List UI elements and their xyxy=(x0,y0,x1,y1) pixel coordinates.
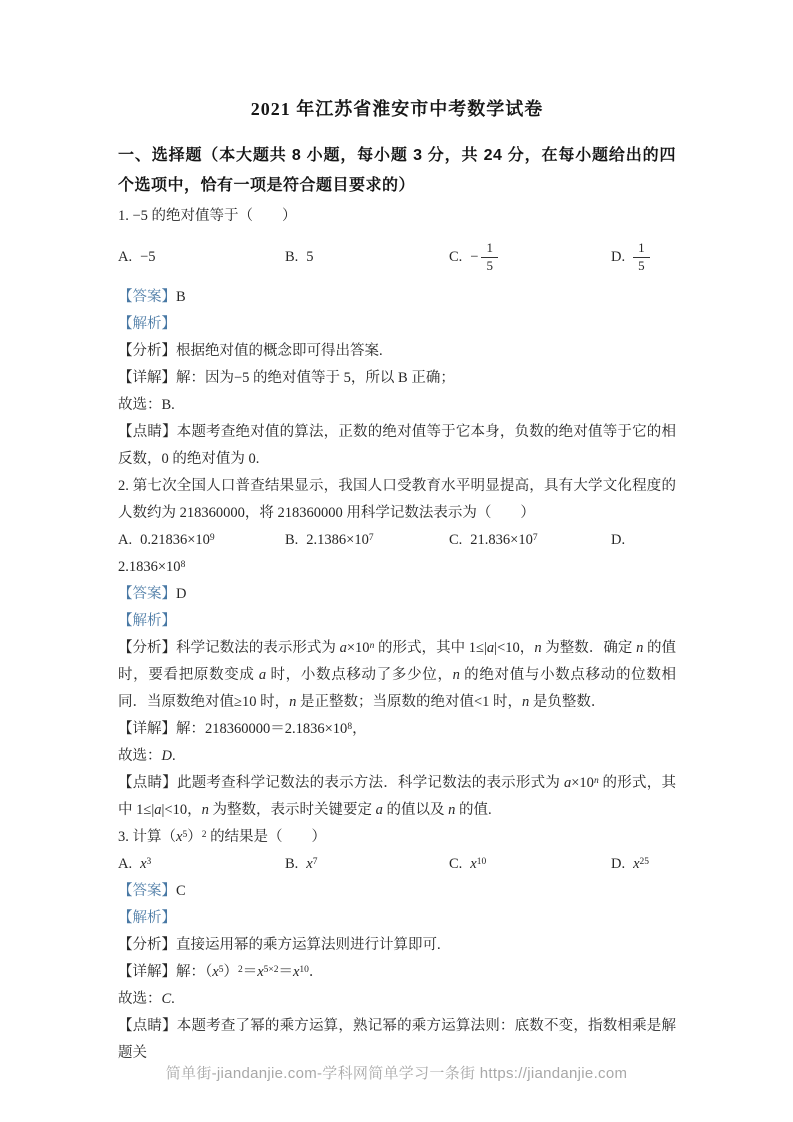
superscript: 8 xyxy=(347,721,353,732)
text-run: 【详解】解：因为−5 的绝对值等于 5，所以 B 正确； xyxy=(118,370,455,386)
text-run: |<10， xyxy=(494,640,535,656)
option-label: B. xyxy=(285,532,299,548)
fraction xyxy=(481,240,498,274)
text-run: n xyxy=(289,694,297,710)
text-run: ， xyxy=(352,721,367,737)
text-run: a xyxy=(339,640,347,656)
text-run: 为整数，表示时关键要定 xyxy=(208,802,376,818)
text-run: 的形式，其中 1≤| xyxy=(118,775,677,818)
option-label: A. xyxy=(118,532,133,548)
option xyxy=(118,527,285,554)
bracket-label: 【解析】 xyxy=(118,316,176,332)
text-run: 0.21836×10 xyxy=(140,532,210,548)
solution-para xyxy=(118,959,676,986)
answer-line xyxy=(118,878,676,905)
analysis-para xyxy=(118,635,676,716)
option xyxy=(285,851,449,878)
text-run: n xyxy=(636,640,644,656)
text-run: x xyxy=(176,829,183,845)
text-run: 21.836×10 xyxy=(470,532,533,548)
fraction-numerator: 1 xyxy=(638,240,645,256)
option-label: C. xyxy=(449,532,463,548)
text-run: 为整数．确定 xyxy=(541,640,637,656)
text-run: D xyxy=(176,586,187,602)
fraction xyxy=(633,240,650,274)
option-label: A. xyxy=(118,856,133,872)
text-run: ） xyxy=(187,829,202,845)
text-run: x xyxy=(140,856,147,872)
text-run: B xyxy=(176,289,186,305)
option-label: A. xyxy=(118,248,133,265)
superscript: n xyxy=(593,775,599,786)
text-run: n xyxy=(522,694,530,710)
option-value xyxy=(140,527,215,554)
text-run: a xyxy=(375,802,383,818)
option xyxy=(449,527,611,554)
option-value xyxy=(140,851,151,878)
superscript: 7 xyxy=(532,532,538,543)
text-run: x xyxy=(306,856,313,872)
question-stem xyxy=(118,473,676,527)
text-run: 是正整数；当原数的绝对值<1 时， xyxy=(296,694,523,710)
option-value xyxy=(633,851,649,878)
superscript: 9 xyxy=(209,532,215,543)
text-run: 的绝对值与小数点移动的位数相同．当原数绝对值≥10 时， xyxy=(118,667,677,710)
text-run: 的结果是（ ） xyxy=(206,829,327,845)
analysis-para xyxy=(118,932,676,959)
text-run: 故选： xyxy=(118,748,162,764)
text-run: n xyxy=(448,802,456,818)
text-run: 时，小数点移动了多少位， xyxy=(266,667,453,683)
question xyxy=(118,473,676,824)
option xyxy=(449,851,611,878)
superscript: 5×2 xyxy=(263,964,279,975)
text-run: 【分析】根据绝对值的概念即可得出答案. xyxy=(118,343,383,359)
option-value xyxy=(306,244,313,271)
question-stem xyxy=(118,203,676,230)
text-run: . xyxy=(171,748,176,764)
option xyxy=(285,230,449,284)
tip-para xyxy=(118,419,676,473)
text-run: 的形式，其中 1≤| xyxy=(374,640,487,656)
option-label: C. xyxy=(449,248,463,265)
text-run: −5 xyxy=(140,248,156,265)
text-run: x xyxy=(470,856,477,872)
superscript: 25 xyxy=(639,856,650,867)
text-run: a xyxy=(258,667,267,683)
text-run: 是负整数． xyxy=(529,694,606,710)
text-run: 1. −5 的绝对值等于（ ） xyxy=(118,208,297,224)
text-run: 的值时，要看把原数变成 xyxy=(118,640,677,683)
superscript: 7 xyxy=(312,856,318,867)
text-run: 【分析】科学记数法的表示形式为 xyxy=(118,640,340,656)
text-run: n xyxy=(534,640,542,656)
option-value xyxy=(470,527,537,554)
superscript: 5 xyxy=(218,964,224,975)
analysis-para xyxy=(118,338,676,365)
conclusion-line xyxy=(118,392,676,419)
question xyxy=(118,824,676,1067)
option-overflow-line xyxy=(118,554,676,581)
text-run: ） xyxy=(223,964,238,980)
bracket-label: 【解析】 xyxy=(118,613,176,629)
text-run: 2.1836×10 xyxy=(118,559,181,575)
text-run: x xyxy=(633,856,640,872)
superscript: 5 xyxy=(182,829,188,840)
option-value xyxy=(140,244,155,271)
text-run: . xyxy=(171,991,175,1007)
option xyxy=(611,230,676,284)
options-row xyxy=(118,527,676,554)
option xyxy=(611,527,676,554)
option-value xyxy=(306,851,317,878)
text-run: 5 xyxy=(306,248,314,265)
text-run: 2. 第七次全国人口普查结果显示，我国人口受教育水平明显提高，具有大学文化程度的人数约为 218360000，将 218360000 用科学记数法表示为（ ） xyxy=(118,478,676,521)
question-stem xyxy=(118,824,676,851)
fraction-denominator: 5 xyxy=(633,257,650,274)
option xyxy=(449,230,611,284)
bracket-label: 【答案】 xyxy=(118,586,176,602)
text-run: ＝ xyxy=(242,964,258,980)
superscript: 3 xyxy=(146,856,152,867)
text-run: C xyxy=(161,991,172,1007)
option-label: B. xyxy=(285,856,299,872)
text-run: |<10， xyxy=(161,802,202,818)
option-label: D. xyxy=(611,532,626,548)
superscript: 8 xyxy=(180,559,186,570)
text-run: ． xyxy=(308,964,324,980)
text-run: ×10 xyxy=(346,640,370,656)
option-value xyxy=(470,851,486,878)
text-run: x xyxy=(212,964,219,980)
text-run: ×10 xyxy=(571,775,594,791)
text-run: D xyxy=(161,748,172,764)
text-run: n xyxy=(201,802,209,818)
superscript: 7 xyxy=(368,532,374,543)
text-run: ＝ xyxy=(278,964,293,980)
tip-para xyxy=(118,770,676,824)
conclusion-line xyxy=(118,986,676,1013)
text-run: x xyxy=(257,964,264,980)
text-run: 【分析】直接运用幂的乘方运算法则进行计算即可. xyxy=(118,937,441,953)
fraction-sign: − xyxy=(470,248,479,265)
option xyxy=(118,851,285,878)
analysis-heading xyxy=(118,311,676,338)
section-heading: 一、选择题（本大题共 8 小题，每小题 3 分，共 24 分，在每小题给出的四个选项中，恰有一项是符合题目要求的） xyxy=(118,147,676,194)
superscript: 10 xyxy=(476,856,487,867)
analysis-heading xyxy=(118,608,676,635)
option-label: D. xyxy=(611,856,626,872)
text-run: C xyxy=(176,883,186,899)
text-run: 故选：B. xyxy=(118,397,175,413)
text-run: n xyxy=(452,667,460,683)
text-run: 2.1386×10 xyxy=(306,532,369,548)
superscript: 2 xyxy=(201,829,207,840)
text-run: 【点睛】本题考查了幂的乘方运算，熟记幂的乘方运算法则：底数不变，指数相乘是解题关 xyxy=(118,1018,676,1061)
text-run: a xyxy=(154,802,162,818)
option-label: B. xyxy=(285,248,299,265)
options-row xyxy=(118,230,676,284)
footer-watermark: 简单街-jiandanjie.com-学科网简单学习一条街 https://jiandanjie.com xyxy=(165,1065,628,1082)
bracket-label: 【答案】 xyxy=(118,289,176,305)
option xyxy=(285,527,449,554)
superscript: n xyxy=(369,640,375,651)
text-run: 【点睛】本题考查绝对值的算法，正数的绝对值等于它本身，负数的绝对值等于它的相反数，0 的绝对值为 0. xyxy=(118,424,676,467)
text-run: x xyxy=(292,964,300,980)
text-run: 的值. xyxy=(455,802,492,818)
option xyxy=(118,230,285,284)
text-run: 【详解】解：218360000＝2.1836×10 xyxy=(118,721,348,737)
exam-title: 2021 年江苏省淮安市中考数学试卷 xyxy=(250,99,544,119)
text-run: 故选： xyxy=(118,991,162,1007)
bracket-label: 【答案】 xyxy=(118,883,176,899)
option-label: C. xyxy=(449,856,463,872)
text-run: a xyxy=(486,640,495,656)
solution-para xyxy=(118,716,676,743)
options-row xyxy=(118,851,676,878)
text-run: 的值以及 xyxy=(382,802,449,818)
text-run: 3. 计算（ xyxy=(118,829,176,845)
question xyxy=(118,203,676,473)
bracket-label: 【解析】 xyxy=(118,910,176,926)
text-run: 【点睛】此题考查科学记数法的表示方法．科学记数法的表示形式为 xyxy=(118,775,564,791)
fraction-numerator: 1 xyxy=(486,240,493,256)
option-value xyxy=(306,527,373,554)
tip-para xyxy=(118,1013,676,1067)
superscript: 2 xyxy=(237,964,243,975)
questions-container xyxy=(118,203,676,1067)
answer-line xyxy=(118,581,676,608)
option xyxy=(611,851,676,878)
fraction-denominator: 5 xyxy=(481,257,498,274)
text-run: a xyxy=(564,775,572,791)
option-label: D. xyxy=(611,248,626,265)
answer-line xyxy=(118,284,676,311)
conclusion-line xyxy=(118,743,676,770)
solution-para xyxy=(118,365,676,392)
text-run: 【详解】解：（ xyxy=(118,964,213,980)
superscript: 10 xyxy=(299,964,309,975)
analysis-heading xyxy=(118,905,676,932)
